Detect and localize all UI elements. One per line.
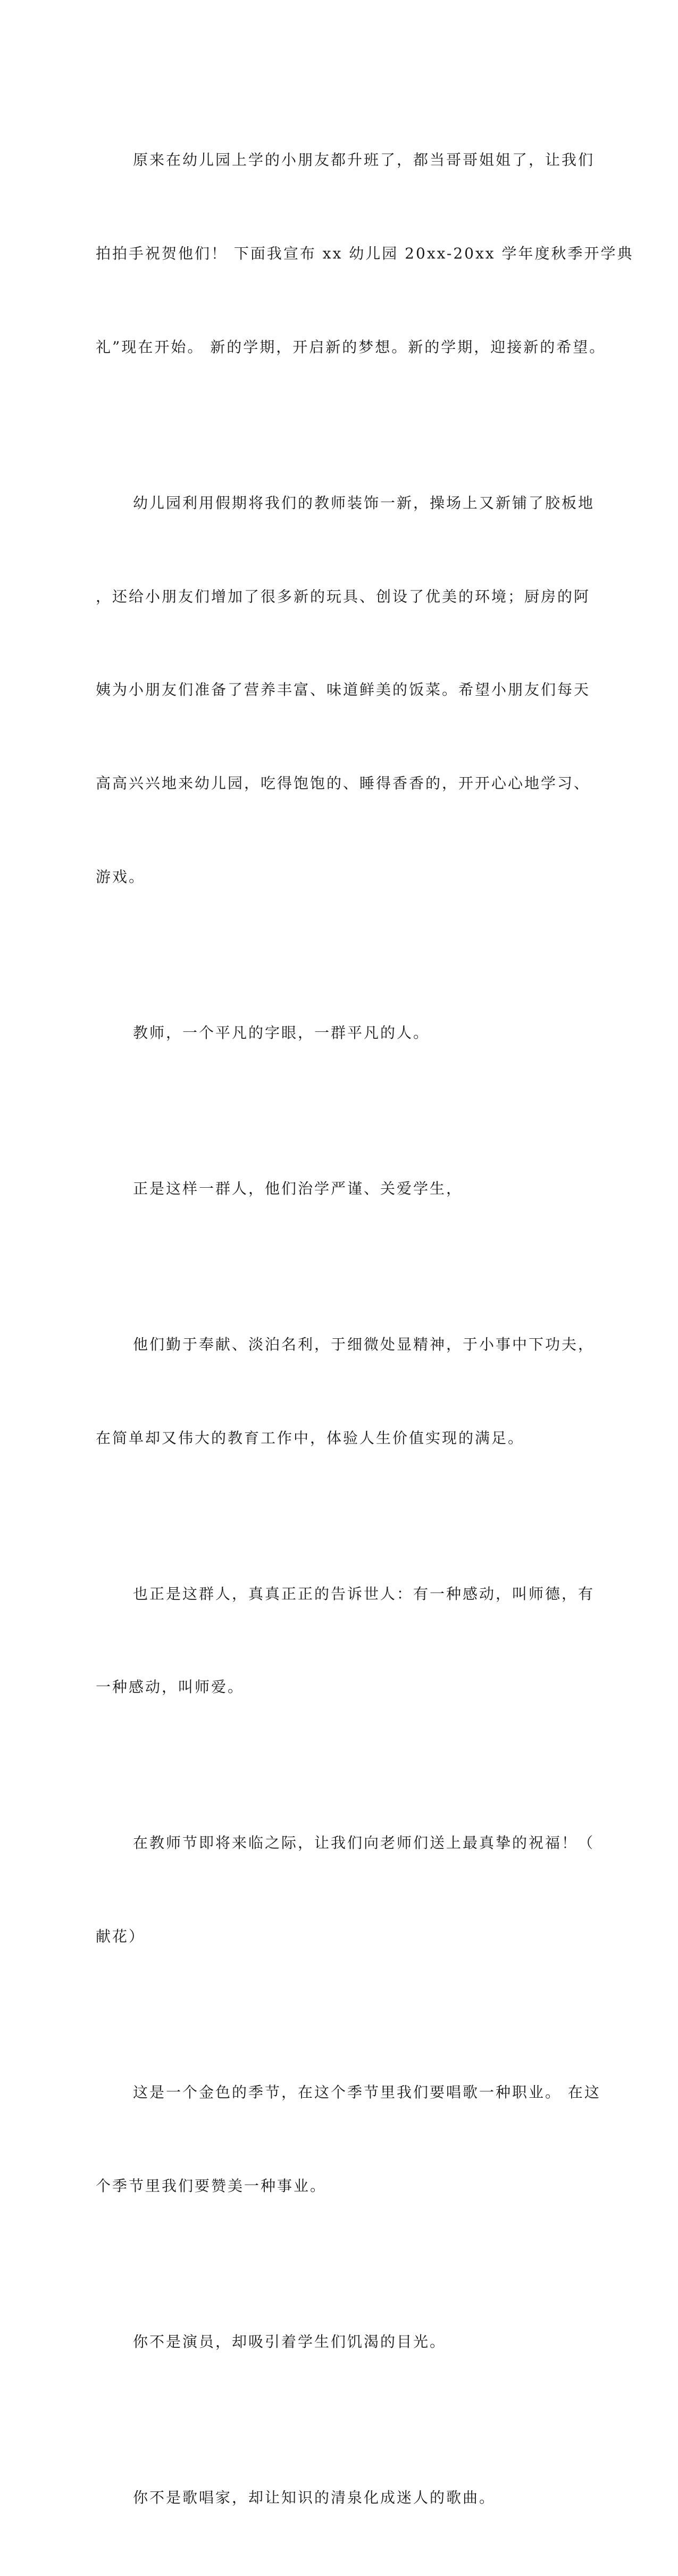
text-line: 姨为小朋友们准备了营养丰富、味道鲜美的饭菜。希望小朋友们每天 bbox=[96, 681, 591, 699]
paragraph-8 bbox=[96, 2015, 601, 2264]
text-line: 这是一个金色的季节，在这个季节里我们要唱歌一种职业。 在这 bbox=[133, 2083, 601, 2101]
text-line: 在简单却又伟大的教育工作中，体验人生价值实现的满足。 bbox=[96, 1429, 525, 1447]
text-line: ，还给小朋友们增加了很多新的玩具、创设了优美的环境；厨房的阿 bbox=[96, 587, 591, 605]
paragraph-10 bbox=[96, 2420, 553, 2576]
text-line: 高高兴兴地来幼儿园，吃得饱饱的、睡得香香的，开开心心地学习、 bbox=[96, 774, 591, 793]
paragraph-7 bbox=[96, 1765, 595, 2015]
paragraph-9 bbox=[96, 2264, 553, 2420]
text-line: 个季节里我们要赞美一种事业。 bbox=[96, 2177, 327, 2195]
text-line: 他们勤于奉献、淡泊名利，于细微处显精神，于小事中下功夫， bbox=[133, 1335, 595, 1353]
document-body bbox=[96, 82, 634, 2576]
text-line: 献花） bbox=[96, 1928, 146, 1946]
text-line: 礼”现在开始。 新的学期，开启新的梦想。新的学期，迎接新的希望。 bbox=[96, 338, 606, 356]
text-line: 教师，一个平凡的字眼，一群平凡的人。 bbox=[133, 1023, 430, 1041]
paragraph-2 bbox=[96, 426, 595, 955]
text-line: 原来在幼儿园上学的小朋友都升班了，都当哥哥姐姐了，让我们 bbox=[133, 151, 595, 169]
text-line: 也正是这群人，真真正正的告诉世人：有一种感动，叫师德，有 bbox=[133, 1585, 595, 1603]
text-line: 在教师节即将来临之际，让我们向老师们送上最真挚的祝福！（ bbox=[133, 1834, 595, 1852]
paragraph-5 bbox=[96, 1267, 595, 1516]
text-line: 你不是歌唱家，却让知识的清泉化成迷人的歌曲。 bbox=[133, 2488, 496, 2506]
text-line: 幼儿园利用假期将我们的教师装饰一新，操场上又新铺了胶板地 bbox=[133, 494, 595, 512]
text-line: 正是这样一群人，他们治学严谨、关爱学生， bbox=[133, 1179, 463, 1197]
paragraph-3 bbox=[96, 955, 553, 1111]
text-line: 一种感动，叫师爱。 bbox=[96, 1678, 245, 1696]
paragraph-6 bbox=[96, 1516, 595, 1765]
text-line: 游戏。 bbox=[96, 868, 146, 886]
text-line: 拍拍手祝贺他们！ 下面我宣布 xx 幼儿园 20xx-20xx 学年度秋季开学典 bbox=[96, 244, 634, 262]
paragraph-1 bbox=[96, 82, 634, 426]
paragraph-4 bbox=[96, 1111, 553, 1267]
text-line: 你不是演员，却吸引着学生们饥渴的目光。 bbox=[133, 2332, 447, 2350]
